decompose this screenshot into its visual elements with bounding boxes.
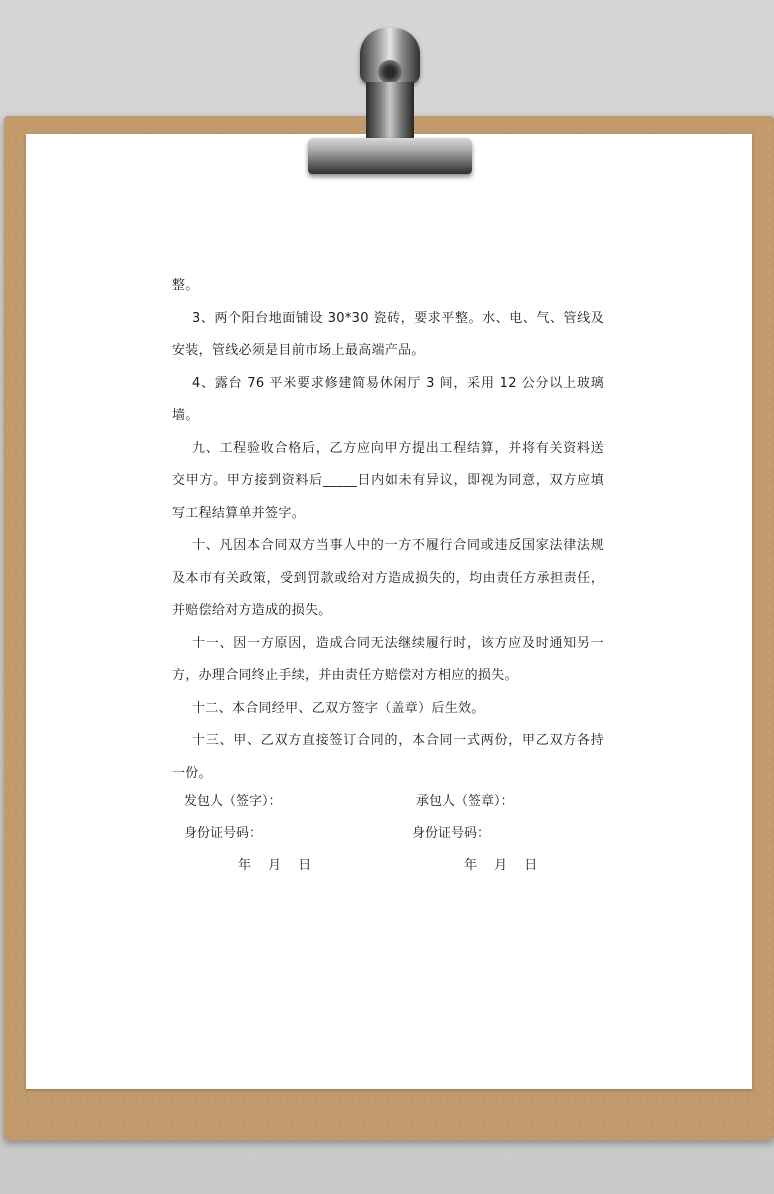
paragraph-clause-12: 十二、本合同经甲、乙双方签字（盖章）后生效。 xyxy=(192,700,485,716)
paragraph-clause-9: 九、工程验收合格后，乙方应向甲方提出工程结算，并将有关资料送交甲方。甲方接到资料后_____日内如未有异议，即视为同意，双方应填写工程结算单并签字。 xyxy=(172,440,604,521)
party-a-id-label: 身份证号码： xyxy=(184,826,263,841)
paragraph-clause-10: 十、凡因本合同双方当事人中的一方不履行合同或违反国家法律法规及本市有关政策，受到罚款或给对方造成损失的，均由责任方承担责任，并赔偿给对方造成的损失。 xyxy=(172,538,604,618)
party-b-signature-label: 承包人（签章）： xyxy=(416,794,514,809)
paragraph-item-3: 3、两个阳台地面铺设 30*30 瓷砖，要求平整。水、电、气、管线及安装，管线必须是目前市场上最高端产品。 xyxy=(172,310,604,358)
paragraph-continuation: 整。 xyxy=(172,278,199,293)
contract-body xyxy=(172,270,604,790)
paragraph-clause-11: 十一、因一方原因，造成合同无法继续履行时，该方应及时通知另一方，办理合同终止手续，并由责任方赔偿对方相应的损失。 xyxy=(172,635,604,683)
binder-clip xyxy=(300,24,480,180)
party-a-date: 年 月 日 xyxy=(238,858,312,873)
party-a-signature-label: 发包人（签字）： xyxy=(184,794,282,809)
clip-base xyxy=(308,138,472,174)
party-b-id-label: 身份证号码： xyxy=(412,826,491,841)
party-b-date: 年 月 日 xyxy=(464,858,538,873)
paragraph-clause-13: 十三、甲、乙双方直接签订合同的，本合同一式两份，甲乙双方各持一份。 xyxy=(172,733,604,781)
paragraph-item-4: 4、露台 76 平米要求修建简易休闲厅 3 间，采用 12 公分以上玻璃墙。 xyxy=(172,375,604,423)
clip-hole xyxy=(378,60,402,84)
